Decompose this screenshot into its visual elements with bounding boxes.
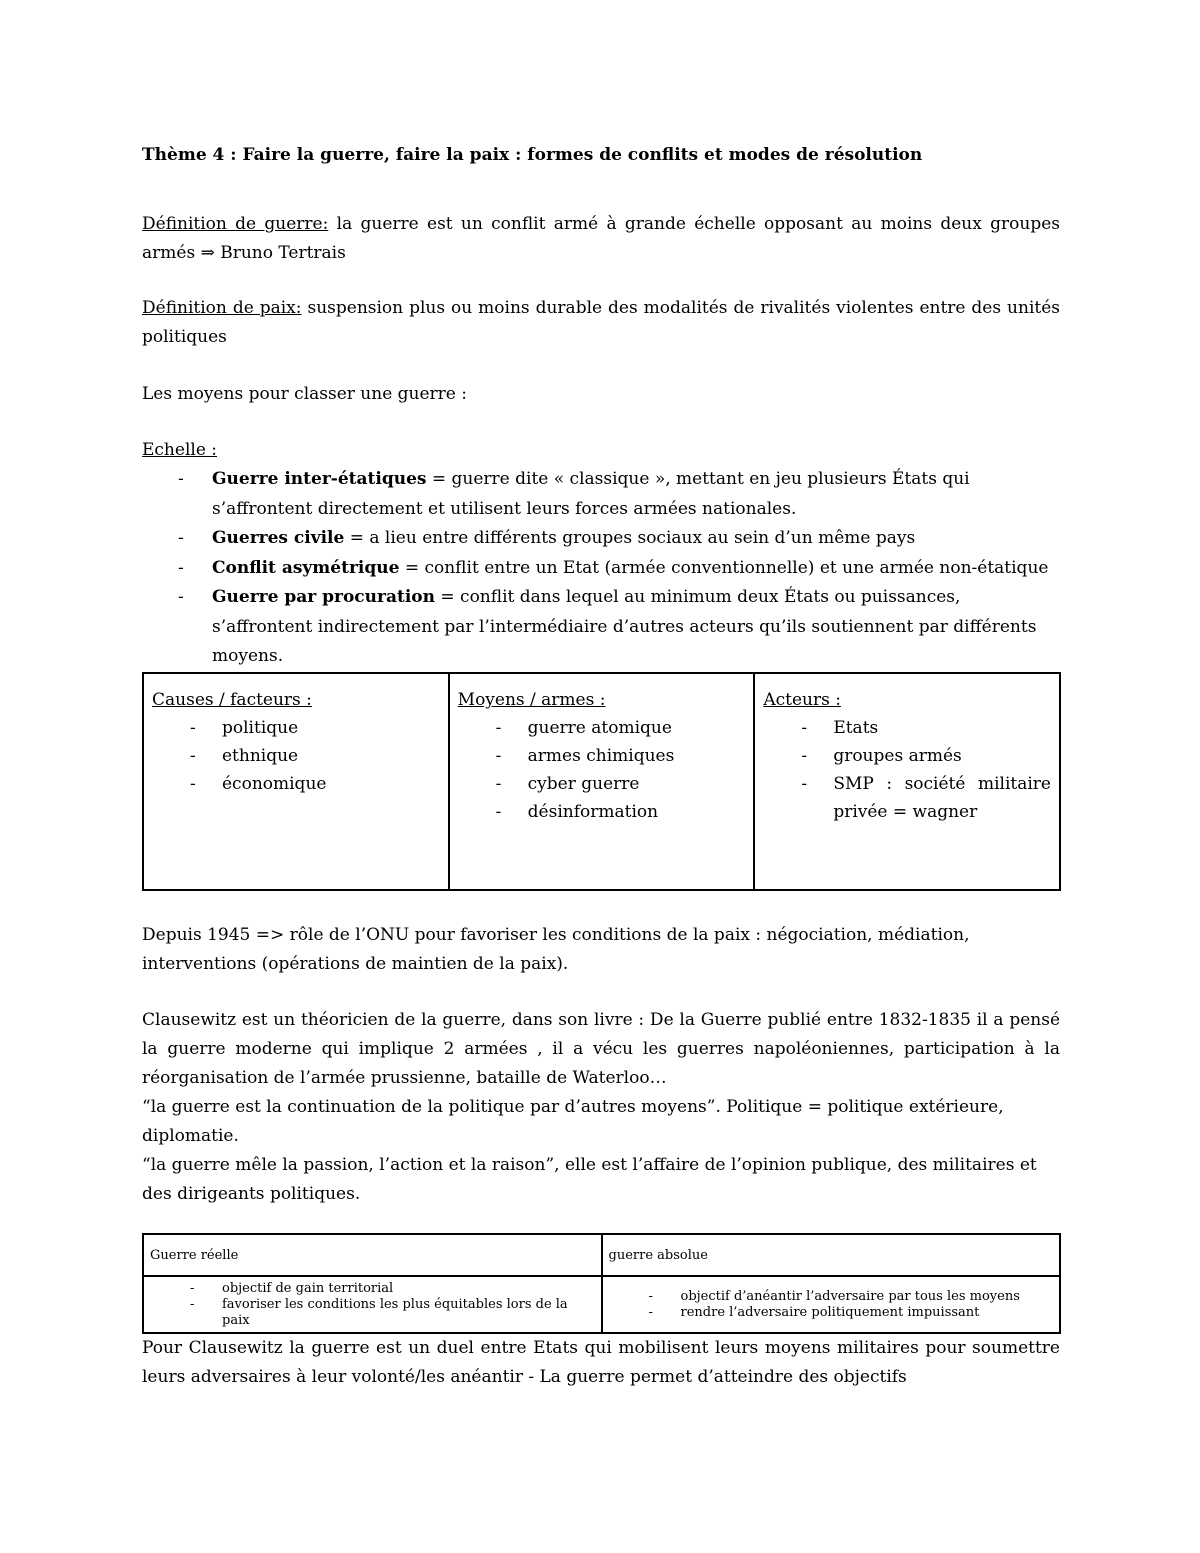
- onu-paragraph: Depuis 1945 => rôle de l’ONU pour favoriser les conditions de la paix : négociation, médiation, interventions (opérations de maintien de la paix).: [142, 925, 970, 974]
- definition-paix: [142, 294, 1060, 352]
- list-item: - économique: [190, 774, 327, 794]
- list-item: - objectif de gain territorial: [190, 1280, 394, 1296]
- list-item: - désinformation: [495, 802, 659, 822]
- list-item: - Guerre par procuration = conflit dans lequel au minimum deux États ou puissances, s’affrontent indirectement par l’intermédiaire d’autres acteurs qu’ils soutiennent par différents moyens.: [178, 587, 1037, 666]
- list-item: - objectif d’anéantir l’adversaire par tous les moyens: [648, 1288, 1020, 1304]
- definition-guerre-label: Définition de guerre:: [142, 214, 329, 234]
- definition-paix-label: Définition de paix:: [142, 298, 302, 318]
- clausewitz-section: [142, 1006, 1060, 1209]
- list-item: - Guerres civile = a lieu entre différents groupes sociaux au sein d’un même pays: [178, 528, 916, 548]
- definition-guerre-text: la guerre est un conflit armé à grande échelle opposant au moins deux groupes armés ⇒ Bruno Tertrais: [142, 214, 1060, 263]
- conclusion-paragraph: Pour Clausewitz la guerre est un duel entre Etats qui mobilisent leurs moyens militaires pour soumettre leurs adversaires à leur volonté/les anéantir - La guerre permet d’atteindre des objectifs: [142, 1338, 1060, 1387]
- causes-moyens-acteurs-table: [142, 672, 1061, 891]
- list-item: - politique: [190, 718, 299, 738]
- clausewitz-paragraph: Clausewitz est un théoricien de la guerre, dans son livre : De la Guerre publié entre 1832-1835 il a pensé la guerre moderne qui implique 2 armées , il a vécu les guerres napoléoniennes, participation à la réorganisation de l’armée prussienne, bataille de Waterloo…: [142, 1010, 1060, 1088]
- acteurs-header: Acteurs :: [763, 690, 841, 710]
- list-item: - Guerre inter-étatiques = guerre dite « classique », mettant en jeu plusieurs États qui s’affrontent directement et utilisent leurs forces armées nationales.: [178, 469, 970, 519]
- acteurs-cell: [754, 673, 1060, 890]
- guerre-absolue-cell: [602, 1276, 1061, 1333]
- list-item: - groupes armés: [801, 746, 962, 766]
- guerre-reelle-cell: [143, 1276, 602, 1333]
- guerre-absolue-header: guerre absolue: [602, 1234, 1061, 1276]
- guerre-reelle-header: Guerre réelle: [143, 1234, 602, 1276]
- list-item: - Etats: [801, 718, 879, 738]
- definition-guerre: [142, 210, 1060, 268]
- list-item: - ethnique: [190, 746, 299, 766]
- quote-passion: “la guerre mêle la passion, l’action et la raison”, elle est l’affaire de l’opinion publique, des militaires et des dirigeants politiques.: [142, 1155, 1037, 1204]
- list-item: - SMP : société militaire privée = wagner: [801, 774, 1051, 822]
- echelle-section: [142, 436, 1060, 672]
- causes-cell: [143, 673, 449, 890]
- list-item: - rendre l’adversaire politiquement impuissant: [648, 1304, 980, 1320]
- guerre-reelle-absolue-table: [142, 1233, 1061, 1334]
- moyens-header: Moyens / armes :: [457, 690, 606, 710]
- echelle-list: [142, 465, 1060, 672]
- list-item: - armes chimiques: [495, 746, 675, 766]
- moyens-classer-text: Les moyens pour classer une guerre :: [142, 384, 468, 404]
- moyens-cell: [449, 673, 755, 890]
- list-item: - cyber guerre: [495, 774, 640, 794]
- causes-header: Causes / facteurs :: [152, 690, 312, 710]
- page-title: Thème 4 : Faire la guerre, faire la paix : formes de conflits et modes de résolution: [142, 145, 923, 165]
- echelle-label: Echelle :: [142, 440, 218, 460]
- list-item: - Conflit asymétrique = conflit entre un Etat (armée conventionnelle) et une armée non-étatique: [178, 557, 1049, 578]
- list-item: - guerre atomique: [495, 718, 672, 738]
- quote-politique: “la guerre est la continuation de la politique par d’autres moyens”. Politique = politique extérieure, diplomatie.: [142, 1097, 1004, 1146]
- list-item: - favoriser les conditions les plus équitables lors de la paix: [190, 1296, 568, 1328]
- definition-paix-text: suspension plus ou moins durable des modalités de rivalités violentes entre des unités politiques: [142, 298, 1061, 347]
